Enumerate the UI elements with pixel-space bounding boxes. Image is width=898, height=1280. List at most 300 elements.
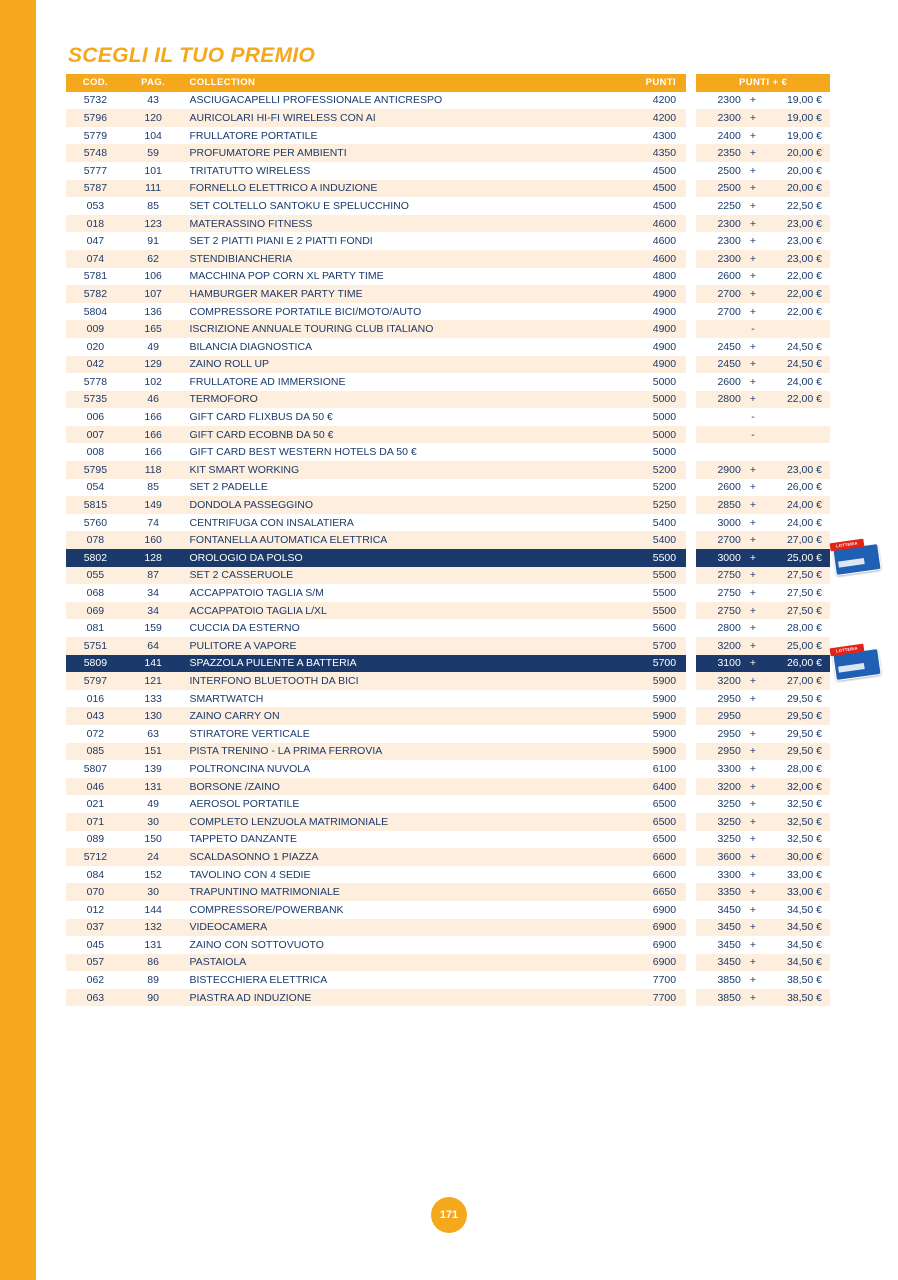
cell-gap	[686, 637, 696, 655]
cell-plus-sign: +	[743, 954, 763, 972]
cell-collection: TAVOLINO CON 4 SEDIE	[182, 866, 575, 884]
cell-pag: 49	[125, 795, 182, 813]
cell-pag: 111	[125, 180, 182, 198]
cell-punti: 5700	[575, 637, 686, 655]
cell-punti: 4350	[575, 144, 686, 162]
cell-punti: 6900	[575, 901, 686, 919]
lottery-sticker-icon	[828, 645, 886, 679]
cell-pag: 118	[125, 461, 182, 479]
table-row	[66, 743, 830, 761]
table-row	[66, 461, 830, 479]
cell-plus-sign: +	[743, 778, 763, 796]
cell-punti-partial: 3250	[696, 813, 743, 831]
cell-pag: 139	[125, 760, 182, 778]
cell-euro: 22,00 €	[763, 285, 830, 303]
cell-plus-sign: +	[743, 672, 763, 690]
table-row	[66, 232, 830, 250]
cell-pag: 151	[125, 743, 182, 761]
cell-euro: 32,00 €	[763, 778, 830, 796]
cell-plus-sign: +	[743, 496, 763, 514]
cell-gap	[686, 197, 696, 215]
cell-cod: 070	[66, 883, 125, 901]
table-row	[66, 496, 830, 514]
cell-euro: 27,50 €	[763, 584, 830, 602]
cell-punti-partial: 2350	[696, 144, 743, 162]
table-row	[66, 866, 830, 884]
cell-collection: VIDEOCAMERA	[182, 919, 575, 937]
cell-plus-sign: +	[743, 303, 763, 321]
cell-gap	[686, 268, 696, 286]
cell-gap	[686, 971, 696, 989]
cell-gap	[686, 303, 696, 321]
cell-gap	[686, 795, 696, 813]
cell-cod: 5787	[66, 180, 125, 198]
cell-collection: SET COLTELLO SANTOKU E SPELUCCHINO	[182, 197, 575, 215]
cell-punti-partial: 2800	[696, 619, 743, 637]
cell-plus-sign: -	[743, 408, 763, 426]
cell-punti-partial	[696, 426, 743, 444]
cell-punti-partial: 3000	[696, 549, 743, 567]
cell-euro: 38,50 €	[763, 971, 830, 989]
cell-punti-partial: 2950	[696, 743, 743, 761]
cell-punti-partial: 2300	[696, 250, 743, 268]
cell-euro: 23,00 €	[763, 232, 830, 250]
cell-euro: 25,00 €	[763, 637, 830, 655]
cell-euro: 24,50 €	[763, 356, 830, 374]
cell-collection: SMARTWATCH	[182, 690, 575, 708]
cell-pag: 160	[125, 531, 182, 549]
cell-cod: 5797	[66, 672, 125, 690]
cell-cod: 057	[66, 954, 125, 972]
cell-euro: 33,00 €	[763, 883, 830, 901]
cell-plus-sign: +	[743, 936, 763, 954]
cell-punti: 4900	[575, 338, 686, 356]
cell-plus-sign: +	[743, 109, 763, 127]
cell-punti: 6600	[575, 848, 686, 866]
cell-punti-partial	[696, 408, 743, 426]
cell-euro: 24,00 €	[763, 496, 830, 514]
cell-pag: 34	[125, 602, 182, 620]
cell-punti-partial: 3450	[696, 936, 743, 954]
cell-punti-partial: 3250	[696, 831, 743, 849]
cell-gap	[686, 285, 696, 303]
cell-euro: 27,50 €	[763, 567, 830, 585]
cell-euro: 20,00 €	[763, 144, 830, 162]
cell-euro: 23,00 €	[763, 461, 830, 479]
cell-euro: 24,00 €	[763, 373, 830, 391]
table-row	[66, 338, 830, 356]
cell-euro: 22,50 €	[763, 197, 830, 215]
cell-punti-partial: 2250	[696, 197, 743, 215]
cell-punti: 6500	[575, 813, 686, 831]
cell-cod: 5779	[66, 127, 125, 145]
cell-punti-partial	[696, 320, 743, 338]
table-row	[66, 356, 830, 374]
table-row	[66, 92, 830, 110]
cell-cod: 071	[66, 813, 125, 831]
cell-cod: 5748	[66, 144, 125, 162]
cell-collection: BISTECCHIERA ELETTRICA	[182, 971, 575, 989]
cell-plus-sign: +	[743, 848, 763, 866]
cell-punti-partial: 2500	[696, 180, 743, 198]
cell-cod: 006	[66, 408, 125, 426]
cell-collection: PIASTRA AD INDUZIONE	[182, 989, 575, 1007]
cell-euro: 22,00 €	[763, 391, 830, 409]
table-row	[66, 584, 830, 602]
cell-plus-sign: +	[743, 514, 763, 532]
cell-punti: 4800	[575, 268, 686, 286]
cell-collection: TERMOFORO	[182, 391, 575, 409]
cell-collection: HAMBURGER MAKER PARTY TIME	[182, 285, 575, 303]
cell-cod: 072	[66, 725, 125, 743]
header-punti: PUNTI	[575, 74, 686, 92]
cell-collection: COMPLETO LENZUOLA MATRIMONIALE	[182, 813, 575, 831]
cell-punti: 4200	[575, 92, 686, 110]
cell-punti-partial: 2500	[696, 162, 743, 180]
cell-pag: 59	[125, 144, 182, 162]
cell-cod: 084	[66, 866, 125, 884]
cell-punti-partial: 2600	[696, 479, 743, 497]
cell-punti-partial: 2750	[696, 584, 743, 602]
cell-punti-partial: 3350	[696, 883, 743, 901]
cell-punti-partial: 3000	[696, 514, 743, 532]
cell-gap	[686, 127, 696, 145]
cell-euro: 25,00 €	[763, 549, 830, 567]
cell-plus-sign: +	[743, 743, 763, 761]
cell-pag: 166	[125, 443, 182, 461]
cell-pag: 74	[125, 514, 182, 532]
table-row	[66, 373, 830, 391]
cell-punti: 5900	[575, 707, 686, 725]
cell-euro	[763, 408, 830, 426]
cell-punti: 5000	[575, 373, 686, 391]
cell-gap	[686, 232, 696, 250]
cell-punti-partial: 3200	[696, 778, 743, 796]
cell-cod: 069	[66, 602, 125, 620]
cell-collection: SPAZZOLA PULENTE A BATTERIA	[182, 655, 575, 673]
cell-cod: 021	[66, 795, 125, 813]
cell-collection: CUCCIA DA ESTERNO	[182, 619, 575, 637]
cell-pag: 63	[125, 725, 182, 743]
cell-cod: 089	[66, 831, 125, 849]
cell-punti: 6900	[575, 954, 686, 972]
cell-cod: 020	[66, 338, 125, 356]
cell-cod: 018	[66, 215, 125, 233]
cell-cod: 5809	[66, 655, 125, 673]
cell-pag: 144	[125, 901, 182, 919]
cell-pag: 131	[125, 936, 182, 954]
cell-punti: 5000	[575, 426, 686, 444]
cell-pag: 90	[125, 989, 182, 1007]
cell-punti: 7700	[575, 989, 686, 1007]
table-row	[66, 303, 830, 321]
cell-euro: 29,50 €	[763, 690, 830, 708]
cell-punti: 5400	[575, 531, 686, 549]
cell-collection: ZAINO CON SOTTOVUOTO	[182, 936, 575, 954]
cell-cod: 078	[66, 531, 125, 549]
cell-gap	[686, 813, 696, 831]
cell-pag: 130	[125, 707, 182, 725]
cell-pag: 132	[125, 919, 182, 937]
table-row	[66, 479, 830, 497]
table-row	[66, 901, 830, 919]
table-row	[66, 795, 830, 813]
cell-gap	[686, 866, 696, 884]
cell-gap	[686, 831, 696, 849]
cell-gap	[686, 496, 696, 514]
cell-cod: 043	[66, 707, 125, 725]
cell-punti-partial: 2700	[696, 531, 743, 549]
cell-plus-sign: +	[743, 268, 763, 286]
cell-cod: 063	[66, 989, 125, 1007]
cell-punti: 4600	[575, 215, 686, 233]
cell-euro: 24,00 €	[763, 514, 830, 532]
cell-cod: 054	[66, 479, 125, 497]
cell-punti: 5600	[575, 619, 686, 637]
cell-pag: 150	[125, 831, 182, 849]
header-collection: COLLECTION	[182, 74, 575, 92]
cell-punti: 4300	[575, 127, 686, 145]
cell-plus-sign: -	[743, 320, 763, 338]
cell-punti-partial	[696, 443, 743, 461]
cell-collection: COMPRESSORE PORTATILE BICI/MOTO/AUTO	[182, 303, 575, 321]
cell-cod: 5732	[66, 92, 125, 110]
cell-plus-sign: +	[743, 637, 763, 655]
cell-euro: 28,00 €	[763, 619, 830, 637]
cell-cod: 5751	[66, 637, 125, 655]
cell-punti-partial: 3450	[696, 919, 743, 937]
cell-euro: 20,00 €	[763, 180, 830, 198]
cell-gap	[686, 408, 696, 426]
cell-punti: 5900	[575, 690, 686, 708]
cell-gap	[686, 584, 696, 602]
prizes-table	[66, 74, 830, 1006]
cell-gap	[686, 567, 696, 585]
cell-pag: 30	[125, 883, 182, 901]
cell-collection: COMPRESSORE/POWERBANK	[182, 901, 575, 919]
cell-collection: PULITORE A VAPORE	[182, 637, 575, 655]
cell-collection: MACCHINA POP CORN XL PARTY TIME	[182, 268, 575, 286]
cell-gap	[686, 883, 696, 901]
cell-plus-sign: +	[743, 373, 763, 391]
cell-pag: 166	[125, 426, 182, 444]
table-row	[66, 690, 830, 708]
cell-gap	[686, 848, 696, 866]
cell-pag: 62	[125, 250, 182, 268]
cell-collection: SET 2 CASSERUOLE	[182, 567, 575, 585]
cell-euro: 28,00 €	[763, 760, 830, 778]
cell-gap	[686, 320, 696, 338]
cell-cod: 007	[66, 426, 125, 444]
table-row	[66, 637, 830, 655]
cell-cod: 012	[66, 901, 125, 919]
table-row	[66, 971, 830, 989]
cell-cod: 053	[66, 197, 125, 215]
cell-gap	[686, 338, 696, 356]
cell-pag: 129	[125, 356, 182, 374]
table-row	[66, 197, 830, 215]
cell-plus-sign: +	[743, 919, 763, 937]
cell-punti-partial: 2950	[696, 690, 743, 708]
header-gap	[686, 74, 696, 92]
cell-euro: 27,00 €	[763, 531, 830, 549]
sticker-tag-label: LOTTERIA	[835, 540, 858, 549]
cell-punti: 5400	[575, 514, 686, 532]
cell-plus-sign: +	[743, 549, 763, 567]
cell-gap	[686, 778, 696, 796]
cell-euro: 19,00 €	[763, 92, 830, 110]
cell-punti-partial: 2600	[696, 268, 743, 286]
cell-pag: 46	[125, 391, 182, 409]
cell-gap	[686, 954, 696, 972]
cell-gap	[686, 180, 696, 198]
cell-gap	[686, 901, 696, 919]
cell-cod: 5796	[66, 109, 125, 127]
table-row	[66, 426, 830, 444]
cell-plus-sign	[743, 443, 763, 461]
cell-plus-sign: +	[743, 92, 763, 110]
cell-plus-sign: +	[743, 479, 763, 497]
cell-collection: TAPPETO DANZANTE	[182, 831, 575, 849]
cell-pag: 43	[125, 92, 182, 110]
cell-collection: SET 2 PIATTI PIANI E 2 PIATTI FONDI	[182, 232, 575, 250]
page-title: SCEGLI IL TUO PREMIO	[68, 44, 316, 67]
cell-cod: 5781	[66, 268, 125, 286]
cell-cod: 5760	[66, 514, 125, 532]
cell-punti: 4500	[575, 197, 686, 215]
cell-cod: 081	[66, 619, 125, 637]
cell-plus-sign: +	[743, 619, 763, 637]
cell-gap	[686, 443, 696, 461]
cell-collection: STENDIBIANCHERIA	[182, 250, 575, 268]
cell-gap	[686, 602, 696, 620]
cell-plus-sign: +	[743, 901, 763, 919]
table-row	[66, 989, 830, 1007]
cell-punti: 6500	[575, 795, 686, 813]
cell-pag: 131	[125, 778, 182, 796]
cell-punti-partial: 3600	[696, 848, 743, 866]
cell-cod: 008	[66, 443, 125, 461]
table-row	[66, 567, 830, 585]
table-row	[66, 320, 830, 338]
cell-punti-partial: 2950	[696, 707, 743, 725]
lottery-sticker-icon	[828, 540, 886, 574]
cell-plus-sign: +	[743, 760, 763, 778]
cell-punti: 5900	[575, 725, 686, 743]
cell-euro: 27,50 €	[763, 602, 830, 620]
cell-punti-partial: 2950	[696, 725, 743, 743]
sticker-tag-label: LOTTERIA	[835, 645, 858, 654]
cell-gap	[686, 655, 696, 673]
cell-gap	[686, 531, 696, 549]
cell-gap	[686, 391, 696, 409]
cell-cod: 5712	[66, 848, 125, 866]
cell-pag: 104	[125, 127, 182, 145]
cell-collection: FONTANELLA AUTOMATICA ELETTRICA	[182, 531, 575, 549]
cell-punti: 4900	[575, 303, 686, 321]
cell-plus-sign: +	[743, 144, 763, 162]
cell-pag: 136	[125, 303, 182, 321]
cell-plus-sign: +	[743, 690, 763, 708]
cell-punti-partial: 2750	[696, 567, 743, 585]
cell-plus-sign: +	[743, 584, 763, 602]
cell-punti-partial: 2300	[696, 109, 743, 127]
cell-euro: 29,50 €	[763, 707, 830, 725]
table-row	[66, 707, 830, 725]
cell-collection: AEROSOL PORTATILE	[182, 795, 575, 813]
header-pag: PAG.	[125, 74, 182, 92]
cell-gap	[686, 426, 696, 444]
cell-pag: 120	[125, 109, 182, 127]
cell-collection: ZAINO ROLL UP	[182, 356, 575, 374]
cell-punti: 5000	[575, 391, 686, 409]
cell-pag: 107	[125, 285, 182, 303]
cell-punti: 6500	[575, 831, 686, 849]
cell-pag: 121	[125, 672, 182, 690]
cell-punti: 5700	[575, 655, 686, 673]
cell-pag: 49	[125, 338, 182, 356]
cell-punti-partial: 3300	[696, 866, 743, 884]
cell-plus-sign: +	[743, 180, 763, 198]
cell-cod: 055	[66, 567, 125, 585]
cell-punti: 5900	[575, 672, 686, 690]
cell-cod: 5795	[66, 461, 125, 479]
cell-collection: PASTAIOLA	[182, 954, 575, 972]
cell-punti: 5500	[575, 584, 686, 602]
cell-cod: 009	[66, 320, 125, 338]
table-row	[66, 883, 830, 901]
cell-cod: 5782	[66, 285, 125, 303]
cell-punti: 5250	[575, 496, 686, 514]
cell-punti: 4900	[575, 285, 686, 303]
cell-plus-sign: +	[743, 866, 763, 884]
cell-plus-sign	[743, 707, 763, 725]
cell-punti: 5000	[575, 443, 686, 461]
cell-collection: CENTRIFUGA CON INSALATIERA	[182, 514, 575, 532]
cell-euro: 22,00 €	[763, 268, 830, 286]
cell-euro	[763, 443, 830, 461]
cell-collection: PROFUMATORE PER AMBIENTI	[182, 144, 575, 162]
cell-punti-partial: 2300	[696, 215, 743, 233]
cell-collection: SCALDASONNO 1 PIAZZA	[182, 848, 575, 866]
cell-collection: STIRATORE VERTICALE	[182, 725, 575, 743]
cell-gap	[686, 549, 696, 567]
cell-plus-sign: +	[743, 232, 763, 250]
cell-pag: 149	[125, 496, 182, 514]
cell-pag: 123	[125, 215, 182, 233]
cell-pag: 133	[125, 690, 182, 708]
cell-punti-partial: 2850	[696, 496, 743, 514]
cell-plus-sign: +	[743, 989, 763, 1007]
table-row	[66, 268, 830, 286]
cell-collection: MATERASSINO FITNESS	[182, 215, 575, 233]
table-row	[66, 778, 830, 796]
cell-punti-partial: 2750	[696, 602, 743, 620]
cell-plus-sign: +	[743, 883, 763, 901]
cell-punti-partial: 2300	[696, 92, 743, 110]
cell-punti-partial: 3850	[696, 971, 743, 989]
cell-euro: 26,00 €	[763, 479, 830, 497]
cell-gap	[686, 109, 696, 127]
table-row	[66, 831, 830, 849]
cell-punti: 5200	[575, 461, 686, 479]
cell-gap	[686, 461, 696, 479]
cell-plus-sign: +	[743, 602, 763, 620]
table-row	[66, 602, 830, 620]
cell-euro: 22,00 €	[763, 303, 830, 321]
page-number-badge: 171	[431, 1197, 467, 1233]
cell-pag: 86	[125, 954, 182, 972]
